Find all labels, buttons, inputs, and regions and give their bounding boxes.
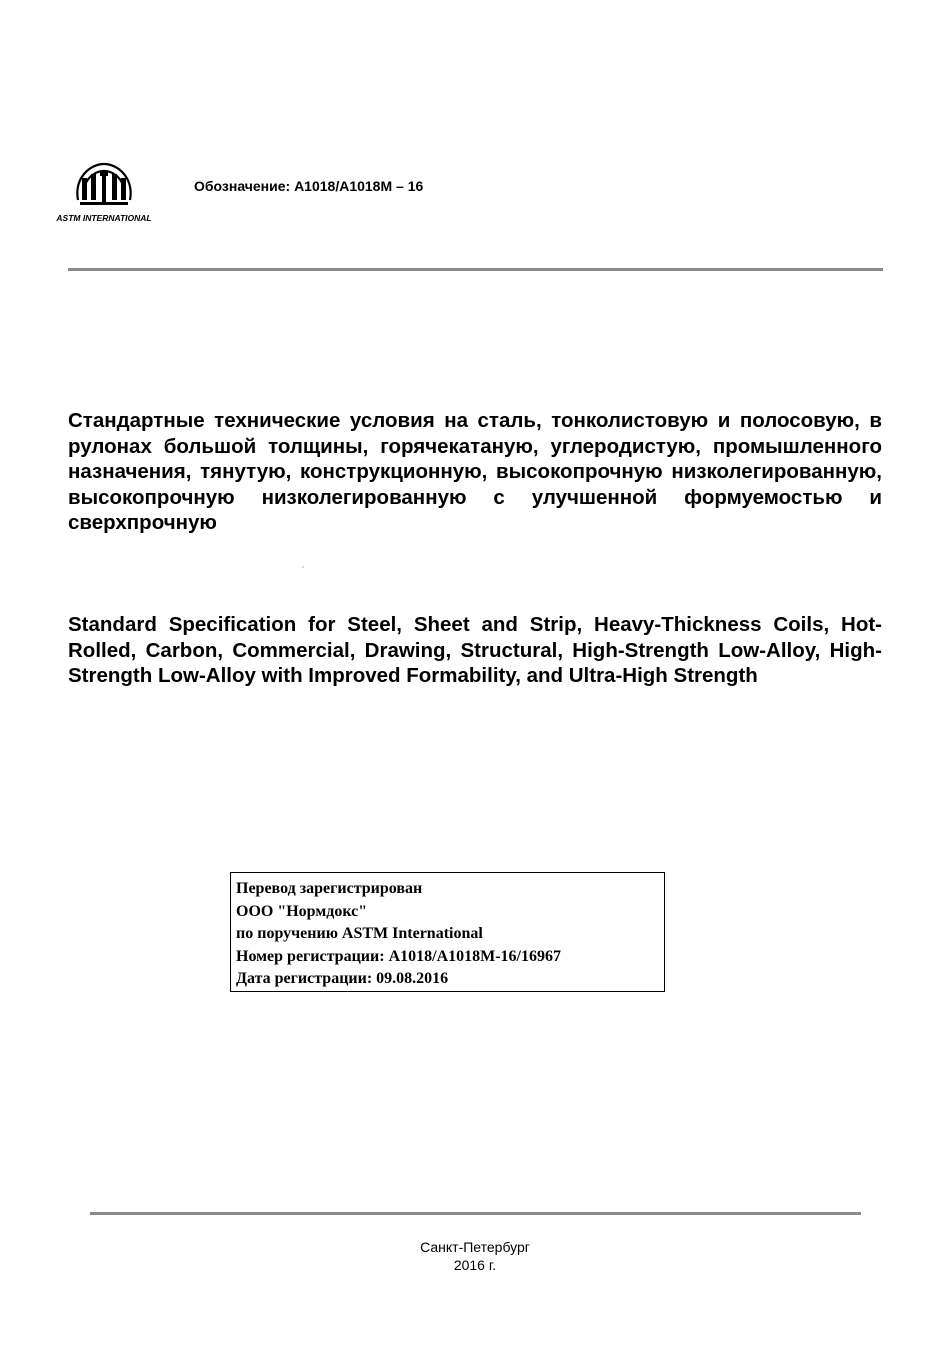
document-designation: Обозначение: A1018/A1018M – 16 xyxy=(194,178,424,194)
registration-number: Номер регистрации: A1018/A1018M-16/16967 xyxy=(236,947,561,965)
footer xyxy=(0,1238,950,1274)
registration-line: Перевод зарегистрирован xyxy=(236,880,423,897)
title-english: Standard Specification for Steel, Sheet and Strip, Heavy-Thickness Coils, Hot-Rolled, Carbon, Commercial, Drawing, Structural, High-Strength Low-Alloy, High-Strength Low-Alloy with Improved Formability, and Ultra-High Strength xyxy=(68,613,882,688)
astm-logo xyxy=(56,158,152,228)
logo-text: ASTM INTERNATIONAL xyxy=(56,213,152,223)
registration-line: по поручению ASTM International xyxy=(236,925,483,942)
astm-logo-icon xyxy=(56,158,152,228)
title-russian: Стандартные технические условия на сталь, тонколистовую и полосовую, в рулонах большой толщины, горячекатаную, углеродистую, промышленного назначения, тянутую, конструкционную, высокопрочную низколегированную, высокопрочную низколегированную с улучшенной формуемостью и сверхпрочную xyxy=(68,409,882,535)
footer-divider xyxy=(90,1212,861,1215)
registration-date: Дата регистрации: 09.08.2016 xyxy=(236,970,449,987)
footer-city: Санкт-Петербург xyxy=(420,1239,530,1255)
header-divider xyxy=(68,268,883,271)
decorative-dot xyxy=(302,566,304,568)
registration-line: ООО "Нормдокс" xyxy=(236,902,368,920)
registration-box xyxy=(230,872,665,992)
footer-year: 2016 г. xyxy=(453,1257,497,1273)
